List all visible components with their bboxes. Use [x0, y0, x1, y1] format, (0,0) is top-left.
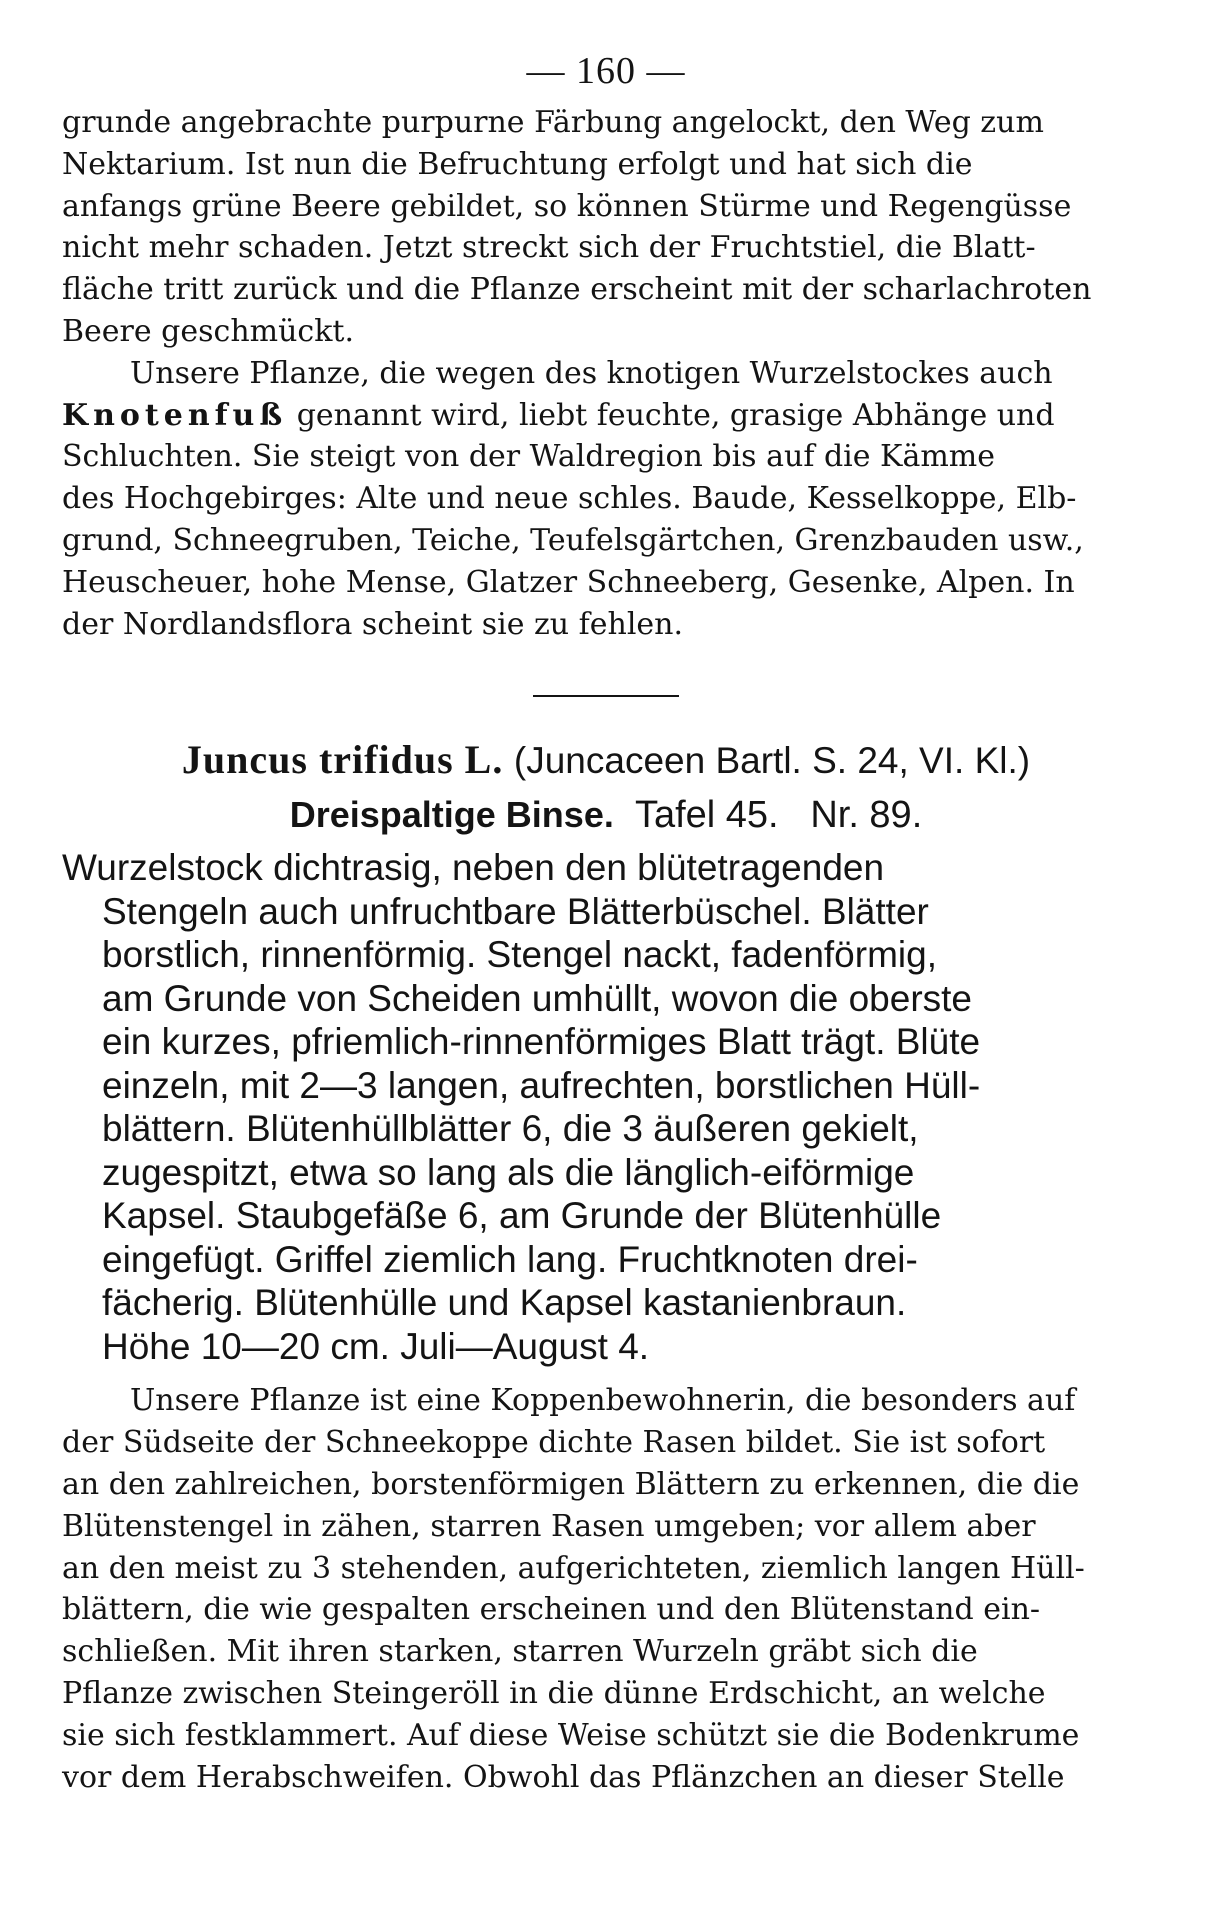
emphasized-name: Knotenfuß: [62, 397, 288, 433]
species-description: [62, 846, 1150, 1368]
page-number: — 160 —: [526, 50, 686, 92]
text-line: der Südseite der Schneekoppe dichte Rasen bildet. Sie ist sofort: [62, 1425, 1046, 1461]
text-line: grunde angebrachte purpurne Färbung angelockt, den Weg zum: [62, 105, 1044, 140]
text-line: Stengeln auch unfruchtbare Blätterbüschel. Blätter: [102, 890, 929, 932]
text-line: fläche tritt zurück und die Pflanze erscheint mit der scharlachroten: [62, 272, 1092, 308]
species-title-line: [62, 733, 1150, 788]
book-page: [62, 40, 1150, 1798]
text-line: Unsere Pflanze, die wegen des knotigen Wurzelstockes auch: [130, 355, 1053, 391]
text-line: Schluchten. Sie steigt von der Waldregion bis auf die Kämme: [62, 439, 995, 475]
habitat-paragraph: [62, 353, 1150, 646]
text-line: ein kurzes, pfriemlich-rinnenförmiges Blatt trägt. Blüte: [102, 1021, 981, 1063]
text-line: vor dem Herabschweifen. Obwohl das Pflänzchen an dieser Stelle: [62, 1759, 1065, 1795]
text-line: am Grunde von Scheiden umhüllt, wovon die oberste: [102, 977, 973, 1019]
text-line: borstlich, rinnenförmig. Stengel nackt, fadenförmig,: [102, 934, 937, 976]
text-line: blättern, die wie gespalten erscheinen und den Blütenstand ein-: [62, 1592, 1041, 1628]
text-line: anfangs grüne Beere gebildet, so können Stürme und Regengüsse: [62, 188, 1072, 224]
text-line: nicht mehr schaden. Jetzt streckt sich der Fruchtstiel, die Blatt-: [62, 230, 1036, 266]
text-line: an den meist zu 3 stehenden, aufgerichteten, ziemlich langen Hüll-: [62, 1550, 1085, 1586]
ecology-paragraph: [62, 1380, 1150, 1798]
text-line: Unsere Pflanze ist eine Koppenbewohnerin, die besonders auf: [130, 1383, 1076, 1419]
german-name: Dreispaltige Binse.: [289, 794, 614, 836]
plate-number: Nr. 89.: [810, 794, 923, 837]
text-line: Höhe 10—20 cm. Juli—August 4.: [102, 1325, 650, 1367]
classification: (Juncaceen Bartl. S. 24, VI. Kl.): [513, 740, 1031, 782]
latin-name: Juncus trifidus L.: [181, 737, 504, 783]
text-line: Beere geschmückt.: [62, 313, 355, 349]
text-line: eingefügt. Griffel ziemlich lang. Fruchtknoten drei-: [102, 1238, 918, 1280]
text-line: der Nordlandsflora scheint sie zu fehlen.: [62, 606, 684, 642]
text-line: zugespitzt, etwa so lang als die länglich-eiförmige: [102, 1151, 915, 1193]
text-line: des Hochgebirges: Alte und neue schles. Baude, Kesselkoppe, Elb-: [62, 481, 1077, 517]
text-line: sie sich festklammert. Auf diese Weise schützt sie die Bodenkrume: [62, 1717, 1080, 1753]
text-line: einzeln, mit 2—3 langen, aufrechten, borstlichen Hüll-: [102, 1064, 981, 1106]
text-line: schließen. Mit ihren starken, starren Wurzeln gräbt sich die: [62, 1634, 978, 1670]
text-line: Wurzelstock dichtrasig, neben den blütetragenden: [62, 847, 885, 889]
text-line: blättern. Blütenhüllblätter 6, die 3 äußeren gekielt,: [102, 1108, 919, 1150]
text-line: an den zahlreichen, borstenförmigen Blättern zu erkennen, die die: [62, 1466, 1080, 1502]
text-line: Blütenstengel in zähen, starren Rasen umgeben; vor allem aber: [62, 1508, 1036, 1544]
species-heading: [62, 733, 1150, 842]
continuation-paragraph: [62, 102, 1150, 353]
plate-reference: Tafel 45.: [634, 794, 779, 837]
text-line: fächerig. Blütenhülle und Kapsel kastanienbraun.: [102, 1282, 907, 1324]
text-line: Pflanze zwischen Steingeröll in die dünne Erdschicht, an welche: [62, 1675, 1046, 1711]
text-fragment: genannt wird, liebt feuchte, grasige Abhänge und: [296, 397, 1055, 433]
text-line: [62, 395, 1150, 437]
species-subtitle-line: [62, 788, 1150, 842]
section-divider: [533, 695, 679, 697]
text-line: Heuscheuer, hohe Mense, Glatzer Schneeberg, Gesenke, Alpen. In: [62, 564, 1075, 600]
text-line: Nektarium. Ist nun die Befruchtung erfolgt und hat sich die: [62, 146, 973, 182]
text-line: Kapsel. Staubgefäße 6, am Grunde der Blütenhülle: [102, 1195, 942, 1237]
text-line: grund, Schneegruben, Teiche, Teufelsgärtchen, Grenzbauden usw.,: [62, 522, 1084, 558]
